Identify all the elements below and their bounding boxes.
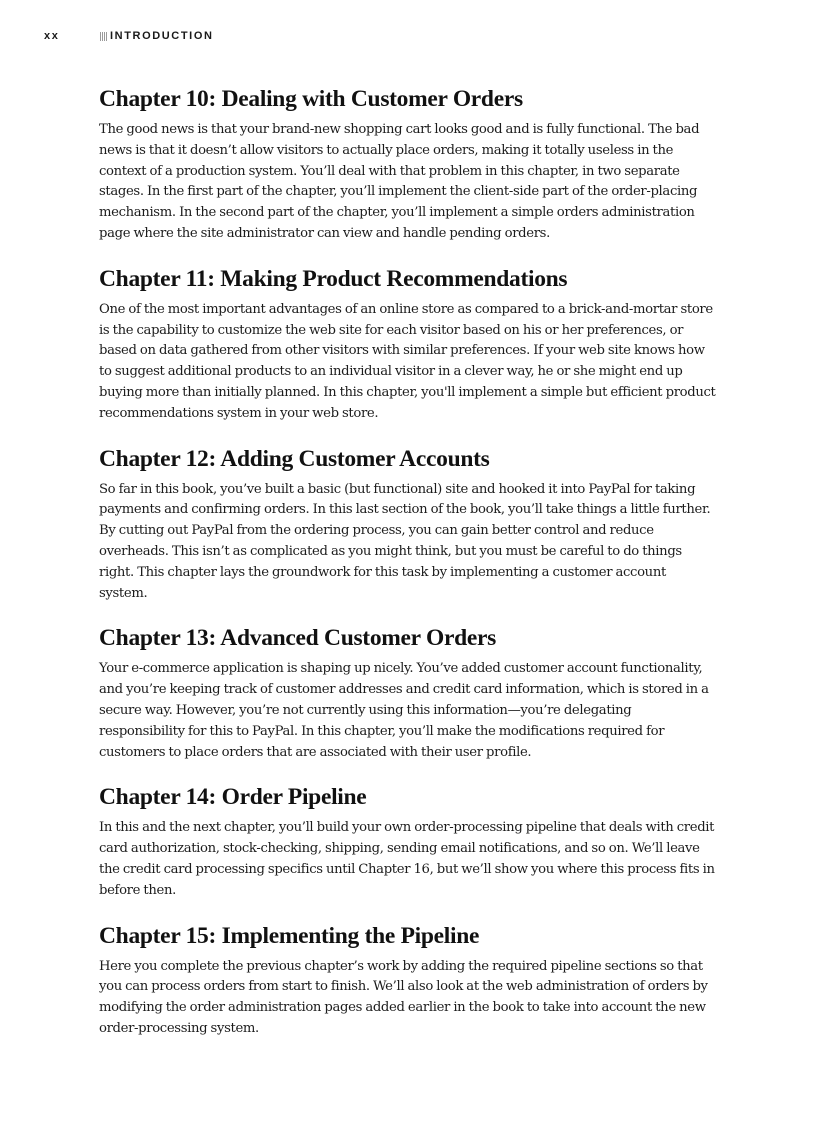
chapter-14-description: In this and the next chapter, you’ll build your own order-processing pipeline that deals with credit card authorization, stock-checking, shipping, sending email notifications, and so on. We’ll leave the credit card processing specifics until Chapter 16, but we’ll show you where this process fits in before then. [99,820,715,898]
running-head [44,28,214,44]
chapter-11-description: One of the most important advantages of an online store as compared to a brick-and-mortar store is the capability to customize the web site for each visitor based on his or her preferences, or based on data gathered from other visitors with similar preferences. If your web site knows how to suggest additional products to an individual visitor in a clever way, he or she might end up buying more than initially planned. In this chapter, you'll implement a simple but efficient product recommendations system in your web store. [99,301,716,421]
chapter-14-section [99,782,717,901]
chapter-12-title: Chapter 12: Adding Customer Accounts [99,445,490,472]
chapter-15-section [99,921,717,1040]
chapter-11-title: Chapter 11: Making Product Recommendations [99,265,568,292]
running-head-section-label: INTRODUCTION [110,30,214,42]
chapter-13-description: Your e-commerce application is shaping up nicely. You’ve added customer account functionality, and you’re keeping track of customer addresses and credit card information, which is stored in a secure way. However, you’re not currently using this information—you’re delegating responsibility for this to PayPal. In this chapter, you’ll make the modifications required for customers to place orders that are associated with their user profile. [99,661,709,760]
section-marker-icon [100,32,108,41]
chapter-12-description: So far in this book, you’ve built a basic (but functional) site and hooked it into PayPal for taking payments and confirming orders. In this last section of the book, you’ll take things a little further. By cutting out PayPal from the ordering process, you can gain better control and reduce overheads. This isn’t as complicated as you might think, but you must be careful to do things right. This chapter lays the groundwork for this task by implementing a customer account system. [99,481,711,601]
page-content [99,84,717,1059]
chapter-10-section [99,84,717,245]
page-number: xx [44,30,60,42]
chapter-15-title: Chapter 15: Implementing the Pipeline [99,922,480,949]
chapter-11-section [99,264,717,425]
chapter-15-description: Here you complete the previous chapter’s work by adding the required pipeline sections so that you can process orders from start to finish. We’ll also look at the web administration of orders by modifying the order administration pages added earlier in the book to take into account the new order-processing system. [99,958,708,1036]
chapter-10-title: Chapter 10: Dealing with Customer Orders [99,86,523,112]
chapter-10-description: The good news is that your brand-new shopping cart looks good and is fully functional. The bad news is that it doesn’t allow visitors to actually place orders, making it totally useless in the context of a production system. You’ll deal with that problem in this chapter, in two separate stages. In the first part of the chapter, you’ll implement the client-side part of the order-placing mechanism. In the second part of the chapter, you’ll implement a simple orders administration page where the site administrator can view and handle pending orders. [99,122,700,241]
chapter-13-title: Chapter 13: Advanced Customer Orders [99,625,496,652]
chapter-14-title: Chapter 14: Order Pipeline [99,784,367,811]
chapter-12-section [99,444,717,605]
chapter-13-section [99,623,717,763]
